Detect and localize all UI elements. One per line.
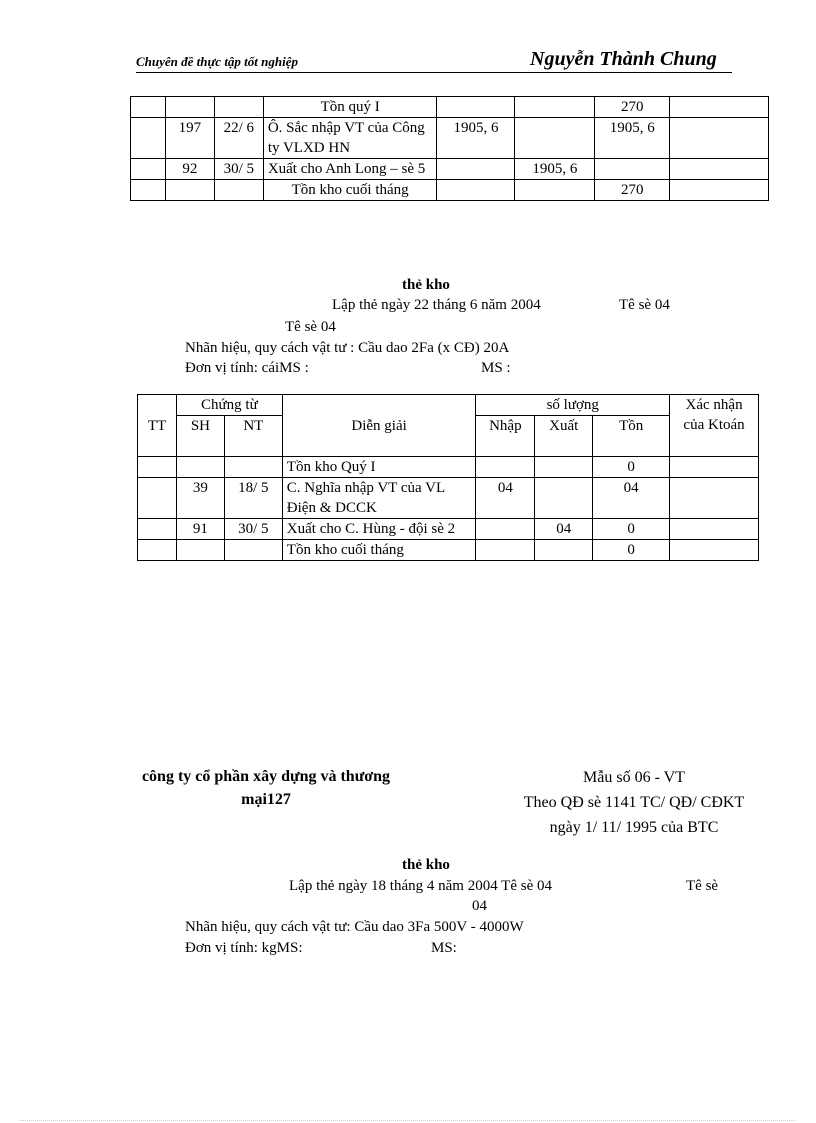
nt-cell: 22/ 6	[214, 118, 263, 159]
card3-date: Lập thẻ ngày 18 tháng 4 năm 2004 Tê sè 04	[289, 878, 552, 894]
card2-number-2: Tê sè 04	[285, 319, 336, 335]
stock-cell: 04	[593, 478, 670, 519]
stock-cell: 0	[593, 540, 670, 561]
header-right: Nguyễn Thành Chung	[530, 48, 717, 70]
description-cell: Xuất cho Anh Long – sè 5	[263, 159, 437, 180]
table-row	[138, 478, 759, 519]
description-cell: Tồn kho cuối tháng	[263, 180, 437, 201]
import-cell	[437, 97, 515, 118]
export-cell	[515, 118, 595, 159]
confirm-cell	[670, 180, 769, 201]
confirm-cell	[670, 519, 759, 540]
table-row	[138, 519, 759, 540]
stock-cell: 1905, 6	[595, 118, 670, 159]
import-cell	[476, 457, 535, 478]
header-ton: Tồn	[593, 416, 670, 457]
confirm-cell	[670, 478, 759, 519]
table-row	[131, 180, 769, 201]
tt-cell	[138, 540, 177, 561]
card3-unit: Đơn vị tính: kgMS:	[185, 940, 303, 956]
card2-unit: Đơn vị tính: cáiMS :	[185, 360, 309, 376]
confirm-cell	[670, 97, 769, 118]
export-cell	[515, 97, 595, 118]
company-name-line1: công ty cổ phần xây dựng và thương	[141, 768, 391, 785]
tt-cell	[138, 457, 177, 478]
export-cell	[515, 180, 595, 201]
export-cell: 1905, 6	[515, 159, 595, 180]
confirm-cell	[670, 540, 759, 561]
confirm-cell	[670, 118, 769, 159]
stock-cell: 0	[593, 519, 670, 540]
stock-table-2	[137, 394, 759, 561]
sh-cell: 39	[176, 478, 224, 519]
sh-cell: 92	[165, 159, 214, 180]
form-info	[500, 765, 768, 840]
company-name-line2: mại127	[241, 791, 291, 808]
table-row	[131, 97, 769, 118]
sh-cell	[176, 540, 224, 561]
confirm-cell	[670, 457, 759, 478]
export-cell: 04	[535, 519, 593, 540]
import-cell: 1905, 6	[437, 118, 515, 159]
tt-cell	[138, 478, 177, 519]
card3-ms: MS:	[431, 940, 457, 956]
stock-cell: 0	[593, 457, 670, 478]
table-row	[131, 159, 769, 180]
tt-cell	[131, 97, 166, 118]
header-diengiai: Diễn giải	[282, 395, 476, 457]
decision-date: ngày 1/ 11/ 1995 của BTC	[549, 819, 719, 836]
page-bottom-rule	[20, 1120, 796, 1121]
header-nt: NT	[224, 416, 282, 457]
stock-table-1	[130, 96, 769, 201]
card2-ms: MS :	[481, 360, 511, 376]
table-row	[138, 540, 759, 561]
import-cell	[476, 540, 535, 561]
card2-title: thẻ kho	[402, 277, 450, 293]
header-sh: SH	[176, 416, 224, 457]
decision-ref: Theo QĐ sè 1141 TC/ QĐ/ CĐKT	[523, 794, 745, 811]
nt-cell: 18/ 5	[224, 478, 282, 519]
sh-cell	[165, 180, 214, 201]
import-cell	[476, 519, 535, 540]
tt-cell	[138, 519, 177, 540]
description-cell: Xuất cho C. Hùng - đội sè 2	[282, 519, 476, 540]
company-name	[112, 765, 420, 811]
table-row	[131, 118, 769, 159]
sh-cell	[165, 97, 214, 118]
header-soluong: số lượng	[476, 395, 670, 416]
nt-cell	[214, 180, 263, 201]
nt-cell	[224, 457, 282, 478]
card3-title: thẻ kho	[402, 857, 450, 873]
tt-cell	[131, 118, 166, 159]
form-number: Mẫu số 06 - VT	[583, 769, 685, 786]
stock-cell: 270	[595, 97, 670, 118]
sh-cell: 91	[176, 519, 224, 540]
export-cell	[535, 540, 593, 561]
nt-cell: 30/ 5	[214, 159, 263, 180]
header-rule	[136, 72, 732, 73]
card2-number: Tê sè 04	[619, 297, 670, 313]
description-cell: Tồn kho cuối tháng	[282, 540, 476, 561]
export-cell	[535, 457, 593, 478]
tt-cell	[131, 180, 166, 201]
table-row	[138, 457, 759, 478]
export-cell	[535, 478, 593, 519]
nt-cell	[214, 97, 263, 118]
import-cell	[437, 180, 515, 201]
header-left: Chuyên đề thực tập tốt nghiệp	[136, 54, 298, 69]
description-cell: Tồn kho Quý I	[282, 457, 476, 478]
card3-item-spec: Nhãn hiệu, quy cách vật tư: Cầu dao 3Fa 500V - 4000W	[185, 919, 524, 935]
header-xacnhan: Xác nhận của Ktoán	[670, 395, 759, 457]
sh-cell	[176, 457, 224, 478]
confirm-cell	[670, 159, 769, 180]
nt-cell: 30/ 5	[224, 519, 282, 540]
card2-item-spec: Nhãn hiệu, quy cách vật tư : Cầu dao 2Fa (x CĐ) 20A	[185, 340, 510, 356]
stock-cell: 270	[595, 180, 670, 201]
header-xuat: Xuất	[535, 416, 593, 457]
table-header-row	[138, 395, 759, 416]
card3-number: Tê sè	[686, 878, 719, 894]
description-cell: C. Nghĩa nhập VT của VL Điện & DCCK	[282, 478, 476, 519]
import-cell: 04	[476, 478, 535, 519]
import-cell	[437, 159, 515, 180]
card2-date: Lập thẻ ngày 22 tháng 6 năm 2004	[332, 297, 541, 313]
description-cell: Tồn quý I	[263, 97, 437, 118]
header-tt: TT	[138, 395, 177, 457]
sh-cell: 197	[165, 118, 214, 159]
stock-cell	[595, 159, 670, 180]
header-nhap: Nhập	[476, 416, 535, 457]
nt-cell	[224, 540, 282, 561]
header-chungtu: Chứng từ	[176, 395, 282, 416]
card3-number-2: 04	[472, 898, 487, 914]
tt-cell	[131, 159, 166, 180]
description-cell: Ô. Sắc nhập VT của Công ty VLXD HN	[263, 118, 437, 159]
